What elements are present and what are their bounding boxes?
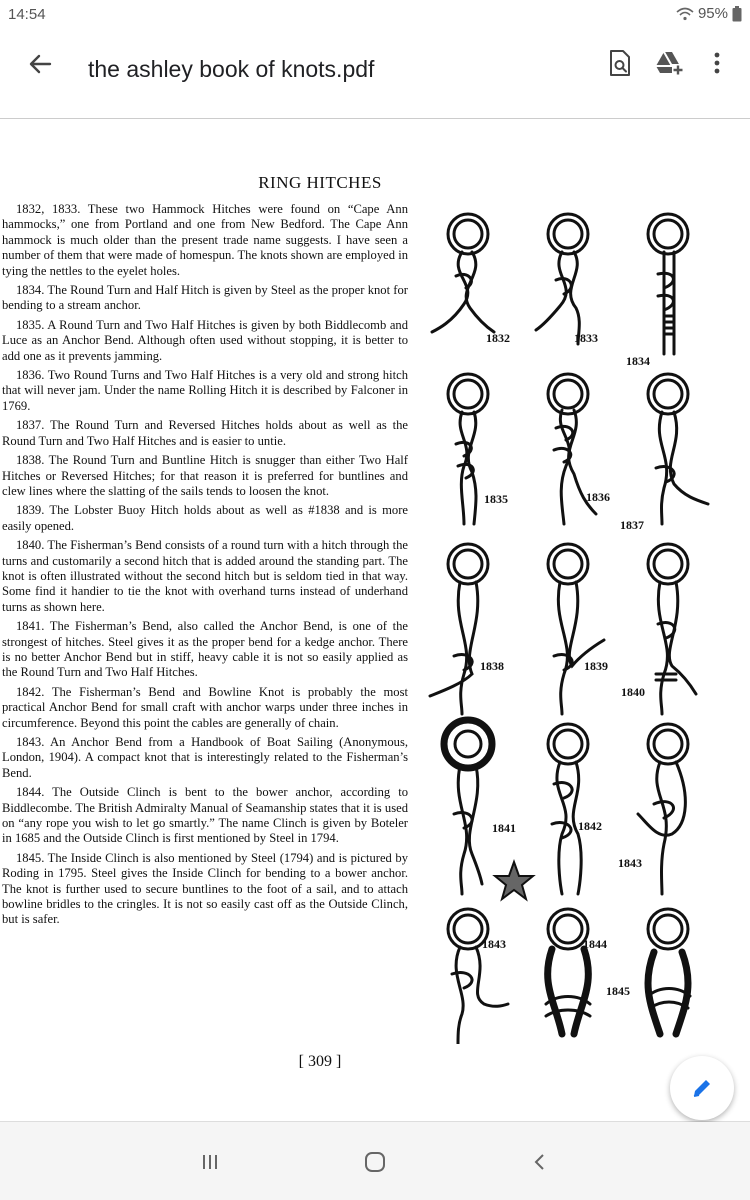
back-button[interactable]: [520, 1142, 560, 1182]
figure-label-1842: 1842: [578, 819, 602, 833]
figure-label-1843: 1843: [618, 856, 642, 870]
edit-button[interactable]: [670, 1056, 734, 1120]
document-title: the ashley book of knots.pdf: [88, 56, 375, 82]
knot-1835-drawing: [448, 374, 488, 524]
knot-1834-drawing: [648, 214, 688, 354]
figure-label-1845: 1845: [606, 984, 630, 998]
paragraph: 1839. The Lobster Buoy Hitch holds about as well as #1838 and is more easily opened.: [2, 503, 408, 533]
figure-label-1834: 1834: [626, 354, 650, 368]
paragraph: 1843. An Anchor Bend from a Handbook of Boat Sailing (Anonymous, London, 1904). A compact knot that is interestingly related to the Fisherman’s Bend.: [2, 735, 408, 780]
page-body-text: [2, 202, 408, 932]
battery-level: 95%: [697, 5, 728, 22]
paragraph: 1832, 1833. These two Hammock Hitches were found on “Cape Ann hammocks,” one from Portland and one from New Bedford. The Cape Ann hammock is much older than the present trade name suggests. I have seen a number of them that were made of homespun. The knots shown are employed in tying the nettles to the eyelet holes.: [2, 202, 408, 278]
knot-1840-drawing: [648, 544, 696, 714]
figure-label-1843-b: 1843: [482, 937, 506, 951]
paragraph: 1845. The Inside Clinch is also mentioned by Steel (1794) and is pictured by Roding in 1795. Steel gives the Inside Clinch for bending to a bower anchor. The knot is further used to secure buntlines to the foot of a sail, and to attach bowline bridles to the cringles. It is not so easily cast off as the Outside Clinch, but is safer.: [2, 850, 408, 927]
recent-apps-button[interactable]: [190, 1142, 230, 1182]
paragraph: 1838. The Round Turn and Buntline Hitch is snugger than either Two Half Hitches or Reversed Hitches; for that reason it is preferred for buntlines and clew lines where the slatting of the sails tends to loosen the knot.: [2, 453, 408, 498]
paragraph: 1841. The Fisherman’s Bend, also called the Anchor Bend, is one of the strongest of hitches. Steel gives it as the proper bend for a kedge anchor. There is no better Anchor Bend but in stiff, heavy cable it is not so easily applied as the Round Turn and Two Half Hitches.: [2, 619, 408, 680]
paragraph: 1840. The Fisherman’s Bend consists of a round turn with a hitch through the turns and customarily a second hitch that is added around the standing part. The knot is often illustrated without the second hitch but is seldom tied in that way. Some find it handier to tie the knot with overhand turns instead of underhand turns as shown here.: [2, 538, 408, 614]
page-heading: RING HITCHES: [258, 173, 382, 192]
figure-label-1838: 1838: [480, 659, 504, 673]
figure-label-1839: 1839: [584, 659, 608, 673]
add-to-drive-icon[interactable]: [652, 46, 686, 80]
knot-drawings: [428, 204, 728, 1044]
knot-1837-drawing: [648, 374, 708, 524]
knot-1845-drawing: [648, 909, 690, 1034]
figure-label-1840: 1840: [621, 685, 645, 699]
status-time: 14:54: [8, 6, 46, 23]
knot-1843-drawing-a: [638, 724, 688, 894]
more-options-icon[interactable]: [700, 46, 734, 80]
knot-1833-drawing: [536, 214, 588, 344]
knot-illustrations: [428, 204, 728, 1044]
figure-label-1836: 1836: [586, 490, 610, 504]
knot-1841-drawing: [444, 720, 492, 894]
battery-icon: [732, 6, 742, 22]
paragraph: 1834. The Round Turn and Half Hitch is given by Steel as the proper knot for bending to a stream anchor.: [2, 283, 408, 313]
paragraph: 1842. The Fisherman’s Bend and Bowline Knot is probably the most practical Anchor Bend for small craft with anchor warps under three inches in circumference. Beyond this point the cables are generally of chain.: [2, 684, 408, 730]
page-number: [ 309 ]: [298, 1053, 342, 1070]
figure-label-1841: 1841: [492, 821, 516, 835]
find-in-document-icon[interactable]: [602, 46, 636, 80]
home-button[interactable]: [355, 1142, 395, 1182]
home-icon: [364, 1151, 386, 1173]
figure-label-1832: 1832: [486, 331, 510, 345]
knot-1844-drawing: [546, 909, 590, 1034]
pdf-page[interactable]: [0, 118, 750, 1122]
figure-label-1837: 1837: [620, 518, 644, 532]
app-bar: [0, 30, 750, 112]
figure-label-1833: 1833: [574, 331, 598, 345]
pencil-icon: [689, 1075, 715, 1101]
knot-1842-drawing: [548, 724, 588, 894]
back-arrow-icon[interactable]: [24, 48, 56, 80]
paragraph: 1844. The Outside Clinch is bent to the bower anchor, according to Biddlecombe. The British Admiralty Manual of Seamanship states that it is used on “any rope you wish to let go smartly.” The name Clinch is given by Boteler in 1685 and the Outside Clinch is first mentioned by Steel in 1794.: [2, 785, 408, 846]
wifi-icon: [676, 7, 694, 21]
recent-apps-icon: [200, 1152, 220, 1172]
figure-label-1844: 1844: [583, 937, 607, 951]
paragraph: 1835. A Round Turn and Two Half Hitches is given by both Biddlecomb and Luce as an Anchor Bend. Although often used without stopping, it is better to add one as it prevents jamming.: [2, 317, 408, 363]
knot-1832-drawing: [432, 214, 494, 332]
back-nav-icon: [530, 1152, 550, 1172]
knot-1838-drawing: [430, 544, 488, 714]
knot-1843-drawing-b: [448, 909, 508, 1044]
paragraph: 1836. Two Round Turns and Two Half Hitches is a very old and strong hitch that will never jam. Under the name Rolling Hitch it is described by Falconer in 1769.: [2, 368, 408, 413]
system-nav-bar: [0, 1122, 750, 1200]
figure-label-1835: 1835: [484, 492, 508, 506]
status-bar: [0, 0, 750, 30]
star-icon: [495, 862, 533, 899]
paragraph: 1837. The Round Turn and Reversed Hitches holds about as well as the Round Turn and Two Half Hitches and is easier to untie.: [2, 418, 408, 448]
knot-1839-drawing: [548, 544, 604, 714]
